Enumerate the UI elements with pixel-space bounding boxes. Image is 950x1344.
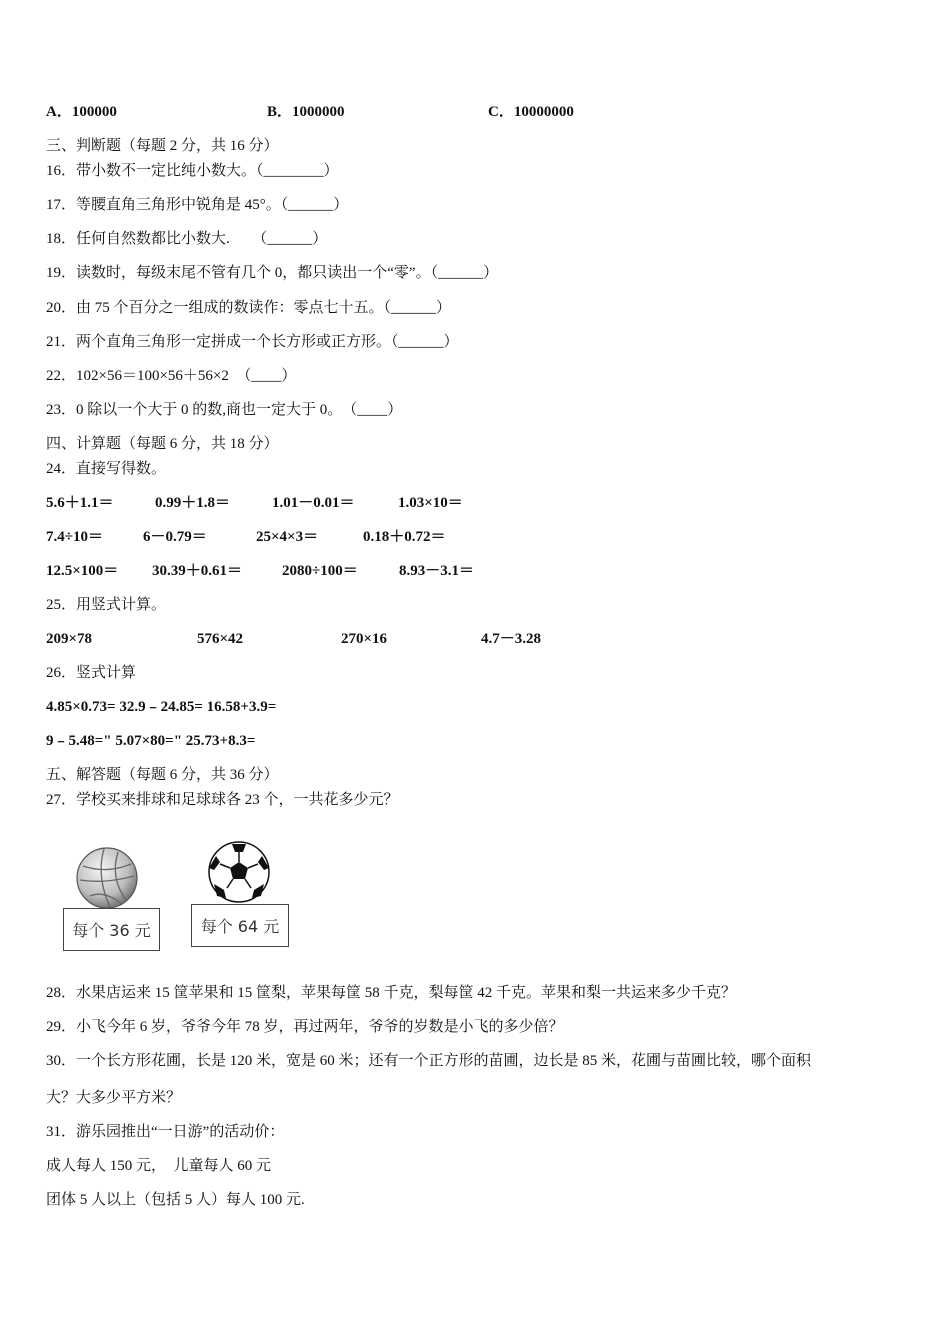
question-21: 21．两个直角三角形一定拼成一个长方形或正方形。（______）: [46, 334, 459, 350]
calc-item: 0.99＋1.8＝: [155, 495, 231, 511]
calc-item: 6－0.79＝: [143, 529, 207, 545]
calc-item: 25×4×3＝: [256, 529, 319, 545]
question-27: 27．学校买来排球和足球球各 23 个，一共花多少元？: [46, 792, 399, 808]
question-28: 28．水果店运来 15 筐苹果和 15 筐梨，苹果每筐 58 千克，梨每筐 42 千克。苹果和梨一共运来多少千克？: [46, 985, 737, 1001]
question-31: 31．游乐园推出“一日游”的活动价：: [46, 1124, 285, 1140]
option-a: A．100000: [46, 104, 117, 120]
question-29: 29．小飞今年 6 岁，爷爷今年 78 岁，再过两年，爷爷的岁数是小飞的多少倍？: [46, 1019, 564, 1035]
vertical-calc-item: 4.7－3.28: [481, 631, 542, 647]
question-31-adult-child-price: 成人每人 150 元， 儿童每人 60 元: [46, 1158, 272, 1174]
calc-item: 30.39＋0.61＝: [152, 563, 243, 579]
question-26-line1: 4.85×0.73= 32.9﹣24.85= 16.58+3.9=: [46, 699, 277, 715]
soccer-price-label: 每个 64 元: [191, 904, 289, 947]
calc-item: 7.4÷10＝: [46, 529, 103, 545]
soccer-ball-icon: [206, 840, 272, 904]
calc-item: 5.6＋1.1＝: [46, 495, 114, 511]
question-17: 17．等腰直角三角形中锐角是 45°。（______）: [46, 197, 349, 213]
section3-heading: 三、判断题（每题 2 分，共 16 分）: [46, 138, 279, 154]
question-19: 19．读数时，每级末尾不管有几个 0，都只读出一个“零”。（______）: [46, 265, 499, 281]
question-20: 20．由 75 个百分之一组成的数读作：零点七十五。（______）: [46, 300, 452, 316]
question-22: 22．102×56＝100×56＋56×2 （____）: [46, 368, 297, 384]
option-c: C．10000000: [488, 104, 574, 120]
calc-item: 1.01－0.01＝: [272, 495, 355, 511]
question-30-line1: 30．一个长方形花圃，长是 120 米，宽是 60 米；还有一个正方形的苗圃，边长是 85 米，花圃与苗圃比较，哪个面积: [46, 1053, 812, 1069]
section5-heading: 五、解答题（每题 6 分，共 36 分）: [46, 767, 279, 783]
question-30-line2: 大？大多少平方米？: [46, 1090, 182, 1106]
question-24: 24．直接写得数。: [46, 461, 167, 477]
question-23: 23．0 除以一个大于 0 的数,商也一定大于 0。 （____）: [46, 402, 403, 418]
question-25: 25．用竖式计算。: [46, 597, 167, 613]
question-26-line2: 9﹣5.48=" 5.07×80=" 25.73+8.3=: [46, 733, 256, 749]
calc-item: 1.03×10＝: [398, 495, 463, 511]
vertical-calc-item: 209×78: [46, 631, 93, 647]
volleyball-price-label: 每个 36 元: [63, 908, 160, 951]
question-26: 26．竖式计算: [46, 665, 137, 681]
calc-item: 8.93－3.1＝: [399, 563, 475, 579]
option-b: B．1000000: [267, 104, 345, 120]
calc-item: 2080÷100＝: [282, 563, 358, 579]
section4-heading: 四、计算题（每题 6 分，共 18 分）: [46, 436, 279, 452]
question-18: 18．任何自然数都比小数大. （______）: [46, 231, 328, 247]
volleyball-icon: [74, 846, 140, 910]
calc-item: 0.18＋0.72＝: [363, 529, 446, 545]
calc-item: 12.5×100＝: [46, 563, 119, 579]
vertical-calc-item: 576×42: [197, 631, 244, 647]
question-16: 16．带小数不一定比纯小数大。（________）: [46, 163, 339, 179]
question-31-group-price: 团体 5 人以上（包括 5 人）每人 100 元.: [46, 1192, 305, 1208]
vertical-calc-item: 270×16: [341, 631, 388, 647]
